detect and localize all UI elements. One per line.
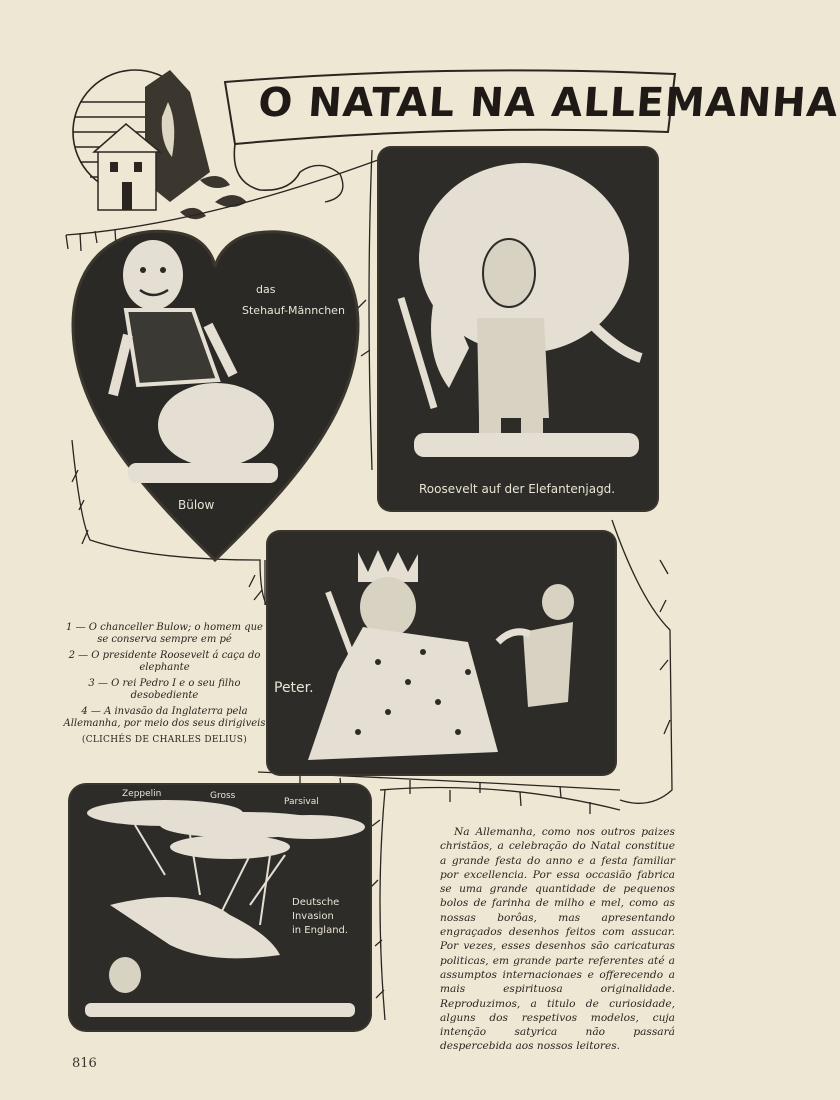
roosevelt-inscription: Roosevelt auf der Elefantenjagd. xyxy=(419,482,616,496)
page-number: 816 xyxy=(72,1056,97,1071)
article-paragraph: Na Allemanha, como nos outros paizes christãos, a celebração do Natal constitue a grande festa do anno e a festa familiar por excellencia. Por essa occasião fabrica se uma grande quantidade de pequenos bolos de farinha de milho e mel, como as nossas borôas, mas apresentando engraçados desenhos feitos com assucar. Por vezes, esses desenhos são caricaturas politicas, em grande parte referentes até a assumptos internacionaes e offerecendo a mais espirituosa originalidade. Reproduzimos, a titulo de curiosidade, alguns dos respetivos modelos, cuja intenção satyrica não passará despercebida aos nossos leitores. xyxy=(440,826,675,1053)
roosevelt-cookie-panel xyxy=(379,148,657,510)
invasion-line1: Deutsche xyxy=(292,897,340,908)
bulow-cookie-line2: Stehauf-Männchen xyxy=(242,304,345,317)
bulow-heart-cookie xyxy=(68,215,363,570)
peter-label: Peter. xyxy=(274,680,314,696)
article-text xyxy=(440,825,675,1054)
invasion-cookie-panel xyxy=(70,785,370,1030)
gross-label: Gross xyxy=(210,791,236,801)
invasion-line2: Invasion xyxy=(292,911,334,922)
caption-2: 2 — O presidente Roosevelt á caça do elephante xyxy=(68,650,261,673)
bulow-signature: Bülow xyxy=(178,498,215,512)
roosevelt-elephant-drawing xyxy=(379,148,657,510)
figure-captions xyxy=(62,622,267,746)
peter-cookie-panel xyxy=(268,532,615,774)
zeppelin-label: Zeppelin xyxy=(122,789,162,799)
peter-king-drawing xyxy=(268,532,615,774)
caption-1: 1 — O chanceller Bulow; o homem que se conserva sempre em pé xyxy=(66,622,263,645)
bulow-cookie-line1: das xyxy=(256,283,276,296)
invasion-line3: in England. xyxy=(292,925,349,936)
caption-3: 3 — O rei Pedro I e o seu filho desobediente xyxy=(88,678,241,701)
photo-credits: (CLICHÉS DE CHARLES DELIUS) xyxy=(81,735,248,745)
page-title: O NATAL NA ALLEMANHA xyxy=(256,80,840,126)
parsival-label: Parsival xyxy=(284,797,319,807)
caption-4: 4 — A invasão da Inglaterra pela Allemanha, por meio dos seus dirigiveis xyxy=(63,706,266,729)
